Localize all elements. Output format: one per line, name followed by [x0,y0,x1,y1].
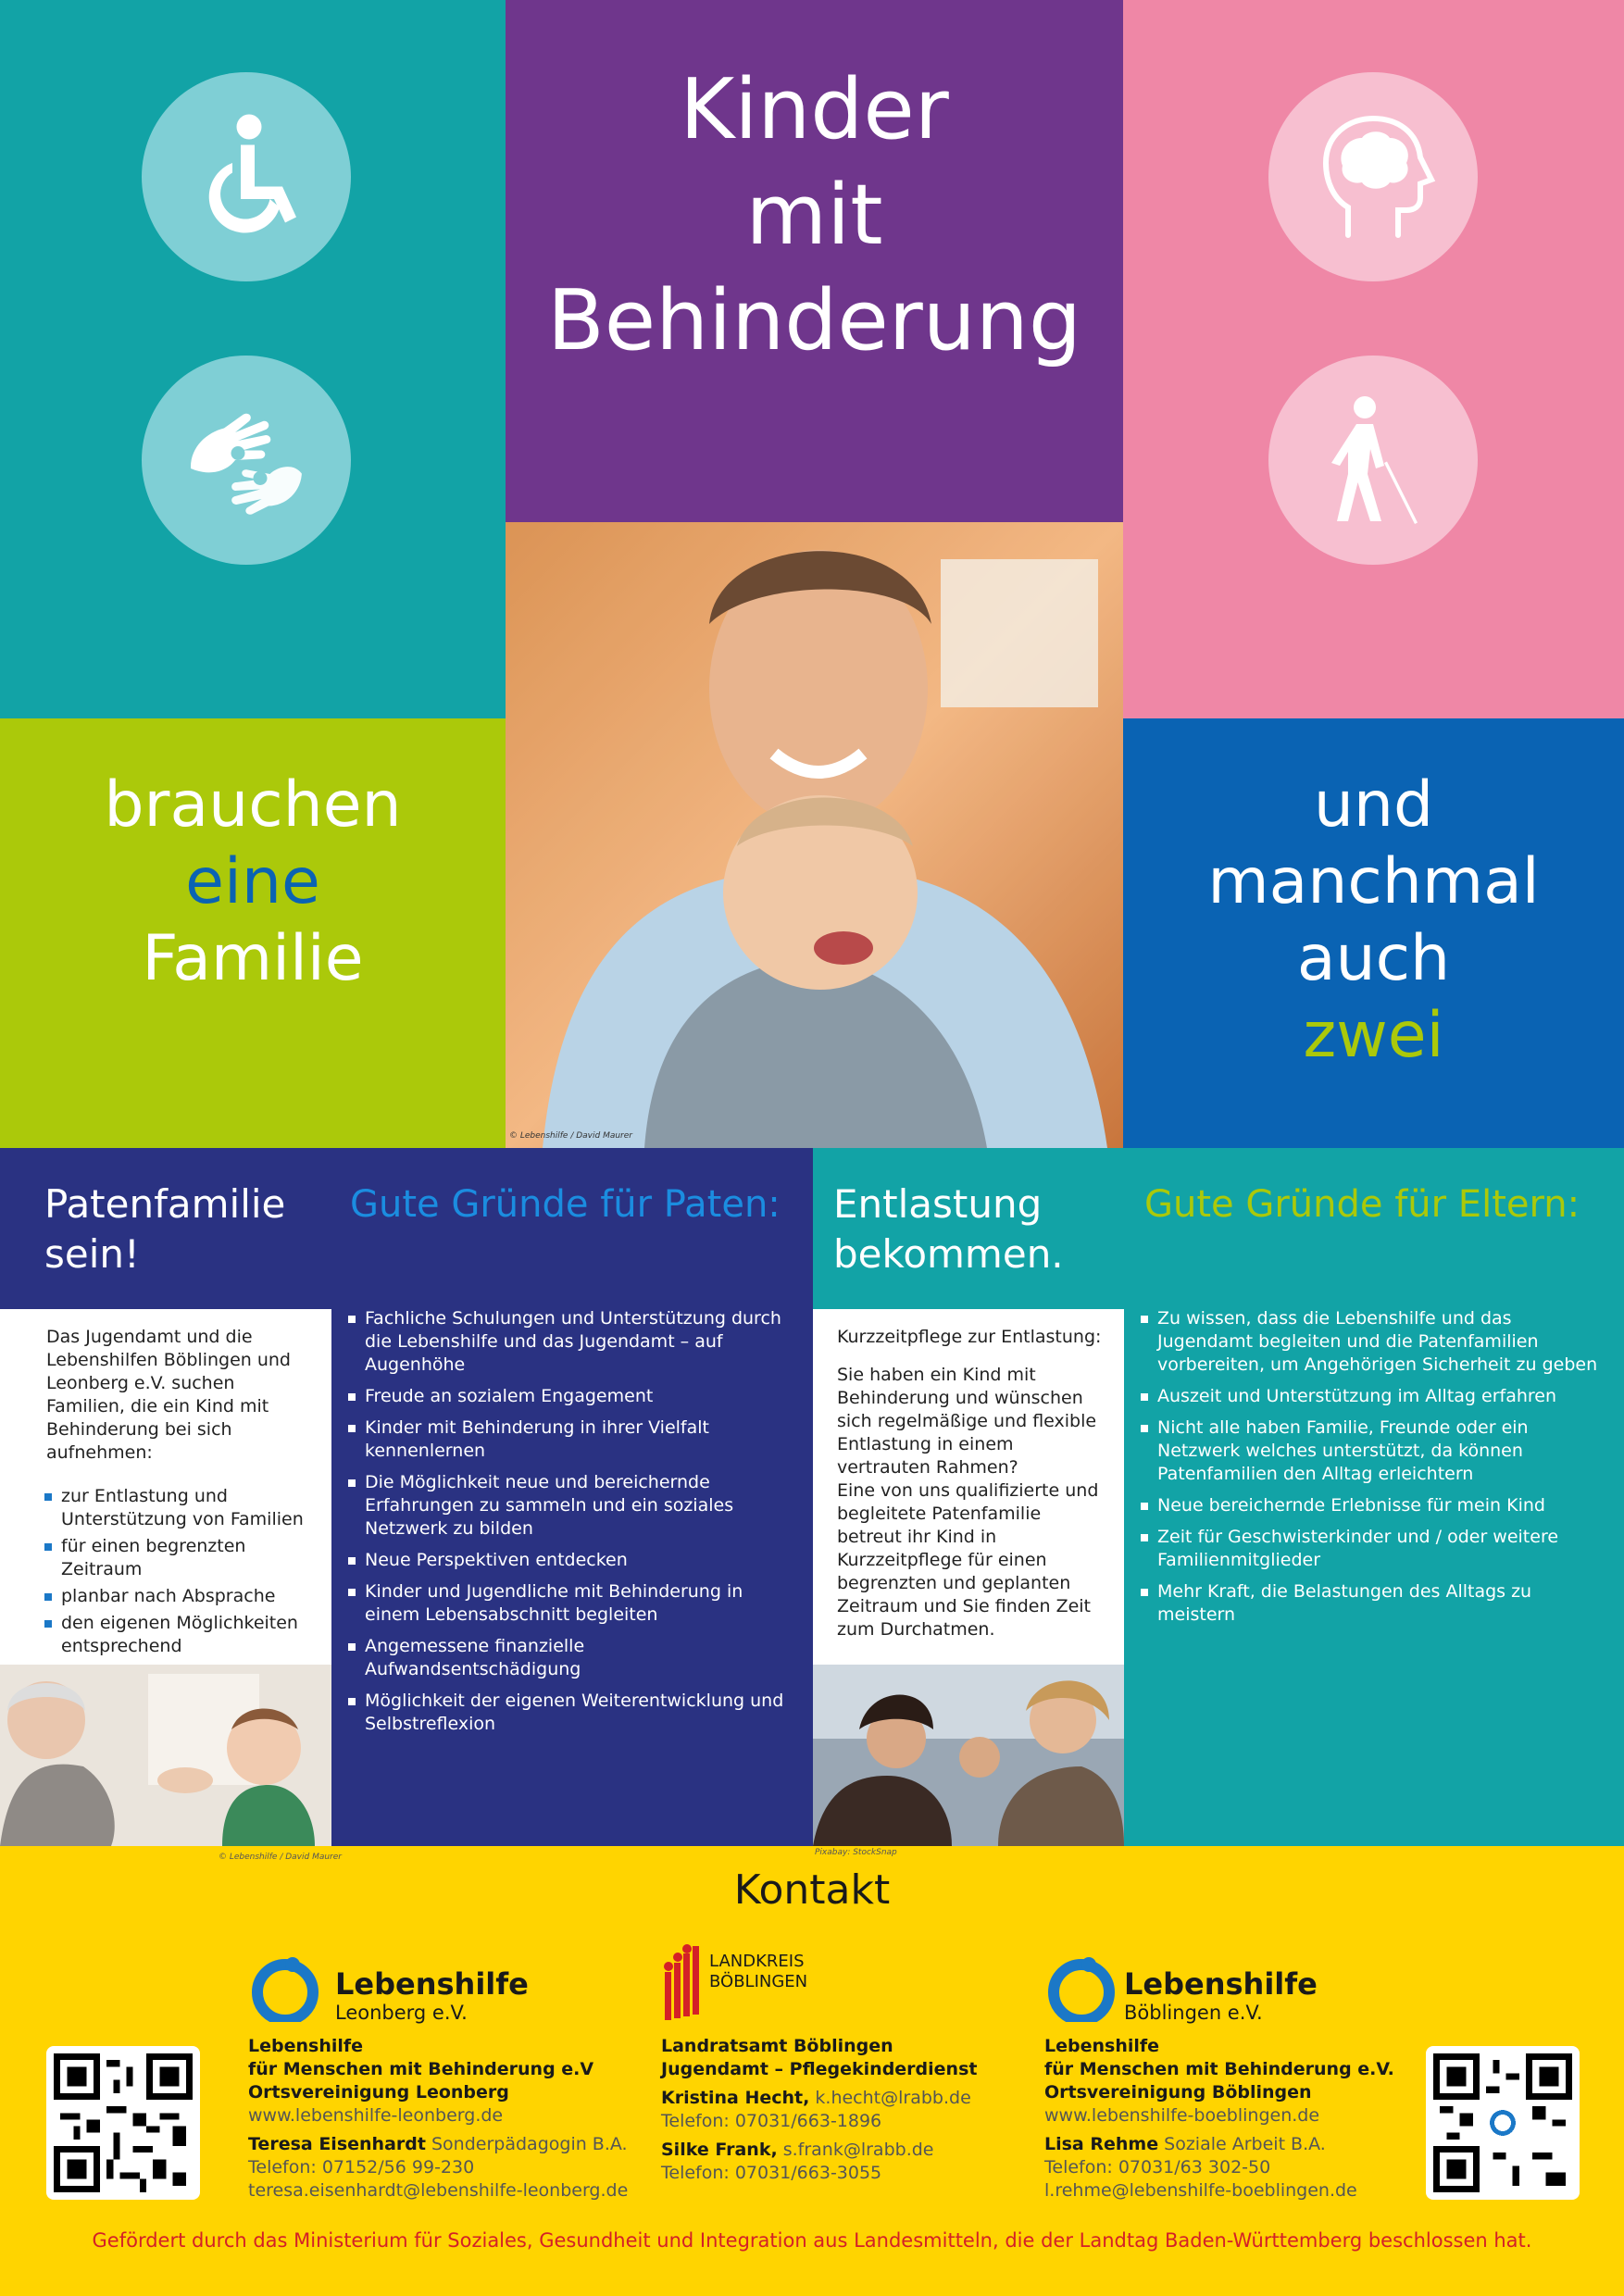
landkreis-logo-line-1: LANDKREIS [709,1952,805,1971]
gruende-eltern-list [1141,1307,1604,1635]
main-photo-father-child [506,522,1123,1148]
org-line: für Menschen mit Behinderung e.V. [1044,2059,1394,2079]
lebenshilfe-logo-icon [1044,1955,1118,2022]
org-line: Landratsamt Böblingen [661,2036,893,2056]
list-item: Neue Perspektiven entdecken [348,1549,802,1572]
list-item: zur Entlastung und Unterstützung von Familien [44,1485,317,1531]
right-slogan-line-2: manchmal [1207,845,1540,918]
main-photo-credit: © Lebenshilfe / David Maurer [509,1131,632,1141]
list-item: Auszeit und Unterstützung im Alltag erfahren [1141,1385,1604,1408]
org-line: Lebenshilfe [248,2036,364,2056]
title-line-1: Kinder [680,61,949,158]
title-line-2: mit [745,167,883,264]
landkreis-logo-icon [663,1944,709,2022]
entlastung-box [813,1309,1124,1665]
logo-sub: Leonberg e.V. [335,2002,468,2024]
website-link[interactable]: www.lebenshilfe-leonberg.de [248,2105,504,2126]
email-link[interactable]: teresa.eisenhardt@lebenshilfe-leonberg.de [248,2180,629,2201]
email-link[interactable]: s.frank@lrabb.de [782,2140,934,2160]
logo-sub: Böblingen e.V. [1124,2002,1263,2024]
list-item: Angemessene finanzielle Aufwandsentschädigung [348,1635,802,1681]
list-item: Mehr Kraft, die Belastungen des Alltags zu meistern [1141,1580,1604,1627]
qr-code-leonberg[interactable] [46,2046,200,2200]
phone: Telefon: 07031/63 302-50 [1044,2157,1271,2177]
kontakt-heading: Kontakt [733,1866,891,1914]
right-slogan [1123,767,1624,1074]
org-line: für Menschen mit Behinderung e.V [248,2059,594,2079]
funding-note: Gefördert durch das Ministerium für Soziales, Gesundheit und Integration aus Landesmitteln, die der Landtag Baden-Württemberg beschlossen hat. [92,2229,1532,2252]
gruende-paten-list [348,1307,802,1744]
phone: Telefon: 07031/663-3055 [661,2163,882,2183]
list-item: Zu wissen, dass die Lebenshilfe und das Jugendamt begleiten und die Patenfamilien vorbereiten, um Angehörigen Sicherheit zu geben [1141,1307,1604,1377]
list-item: Freude an sozialem Engagement [348,1385,802,1408]
contact-person [661,2087,1031,2110]
email-link[interactable]: l.rehme@lebenshilfe-boeblingen.de [1044,2180,1357,2201]
page-title [506,57,1123,374]
photo-women-group [813,1665,1124,1846]
photo-credit-bottom-mid: Pixabay: StockSnap [815,1848,897,1857]
patenfamilie-list [44,1485,317,1658]
phone: Telefon: 07152/56 99-230 [248,2157,475,2177]
patenfamilie-box [0,1309,331,1665]
patenfamilie-heading [44,1179,341,1279]
website-link[interactable]: www.lebenshilfe-boeblingen.de [1044,2105,1320,2126]
list-item: planbar nach Absprache [44,1585,317,1608]
left-slogan-line-3: Familie [142,922,364,995]
left-slogan-line-1: brauchen [104,768,402,842]
contact-person [661,2139,1031,2162]
logo-lebenshilfe-leonberg [248,1955,544,2029]
left-slogan-line-2: eine [185,845,320,918]
title-line-3: Behinderung [547,272,1081,369]
person-name: Silke Frank, [661,2140,778,2160]
list-item: Fachliche Schulungen und Unterstützung durch die Lebenshilfe und das Jugendamt – auf Augenhöhe [348,1307,802,1377]
phone: Telefon: 07031/663-1896 [661,2111,882,2131]
right-slogan-line-3: auch [1296,922,1451,995]
logo-name: Lebenshilfe [335,1966,529,2002]
list-item: Kinder mit Behinderung in ihrer Vielfalt kennenlernen [348,1416,802,1463]
list-item: Nicht alle haben Familie, Freunde oder ein Netzwerk welches unterstützt, da können Patenfamilien den Alltag erleichtern [1141,1416,1604,1486]
qr-code-boeblingen[interactable] [1426,2046,1580,2200]
person-name: Kristina Hecht, [661,2088,810,2108]
entlastung-p1: Kurzzeitpflege zur Entlastung: [837,1327,1102,1347]
entlastung-heading-line-1: Entlastung [833,1181,1043,1227]
contact-leonberg [248,2035,637,2202]
entlastung-p2: Sie haben ein Kind mit Behinderung und wünschen sich regelmäßige und flexible Entlastung in einem vertrauten Rahmen? [837,1365,1097,1478]
org-line: Ortsvereinigung Leonberg [248,2082,509,2103]
person-name: Teresa Eisenhardt [248,2134,426,2154]
list-item: Kinder und Jugendliche mit Behinderung in einem Lebensabschnitt begleiten [348,1580,802,1627]
wheelchair-icon [142,72,351,281]
contact-person [1044,2133,1433,2156]
person-name: Lisa Rehme [1044,2134,1159,2154]
org-line: Lebenshilfe [1044,2036,1160,2056]
sign-language-icon [142,356,351,565]
gruende-eltern-heading: Gute Gründe für Eltern: [1144,1183,1580,1226]
list-item: für einen begrenzten Zeitraum [44,1535,317,1581]
patenfamilie-heading-line-1: Patenfamilie [44,1181,286,1227]
list-item: Die Möglichkeit neue und bereichernde Erfahrungen zu sammeln und ein soziales Netzwerk zu bilden [348,1471,802,1541]
list-item: Möglichkeit der eigenen Weiterentwicklung und Selbstreflexion [348,1690,802,1736]
person-role: Soziale Arbeit B.A. [1164,2134,1326,2154]
email-link[interactable]: k.hecht@lrabb.de [815,2088,971,2108]
org-line: Ortsvereinigung Böblingen [1044,2082,1312,2103]
right-slogan-line-1: und [1313,768,1434,842]
list-item: Neue bereichernde Erlebnisse für mein Kind [1141,1494,1604,1517]
gruende-paten-heading: Gute Gründe für Paten: [350,1183,781,1226]
photo-credit-bottom-left: © Lebenshilfe / David Maurer [219,1853,342,1862]
entlastung-heading-line-2: bekommen. [833,1231,1064,1277]
org-line: Jugendamt – Pflegekinderdienst [661,2059,978,2079]
contact-landkreis [661,2035,1031,2185]
entlastung-p3: Eine von uns qualifizierte und begleitete Patenfamilie betreut ihr Kind in Kurzzeitpflege für einen begrenzten und geplanten Zeitraum und Sie finden Zeit zum Durchatmen. [837,1480,1099,1640]
person-role: Sonderpädagogin B.A. [431,2134,628,2154]
patenfamilie-heading-line-2: sein! [44,1231,140,1277]
logo-lebenshilfe-boeblingen [1044,1955,1341,2029]
right-slogan-line-4: zwei [1303,999,1444,1072]
lebenshilfe-logo-icon [248,1955,322,2022]
logo-name: Lebenshilfe [1124,1966,1318,2002]
photo-grandma-child [0,1665,331,1846]
list-item: Zeit für Geschwisterkinder und / oder weitere Familienmitglieder [1141,1526,1604,1572]
left-slogan [0,767,506,997]
patenfamilie-intro: Das Jugendamt und die Lebenshilfen Böblingen und Leonberg e.V. suchen Familien, die ein Kind mit Behinderung bei sich aufnehmen: [46,1327,291,1463]
contact-boeblingen [1044,2035,1433,2202]
brain-head-icon [1268,72,1478,281]
blind-person-icon [1268,356,1478,565]
list-item: den eigenen Möglichkeiten entsprechend [44,1612,317,1658]
landkreis-logo-line-2: BÖBLINGEN [709,1972,808,1991]
entlastung-heading [833,1179,1130,1279]
logo-landkreis-boeblingen [663,1944,867,2028]
contact-person [248,2133,637,2156]
